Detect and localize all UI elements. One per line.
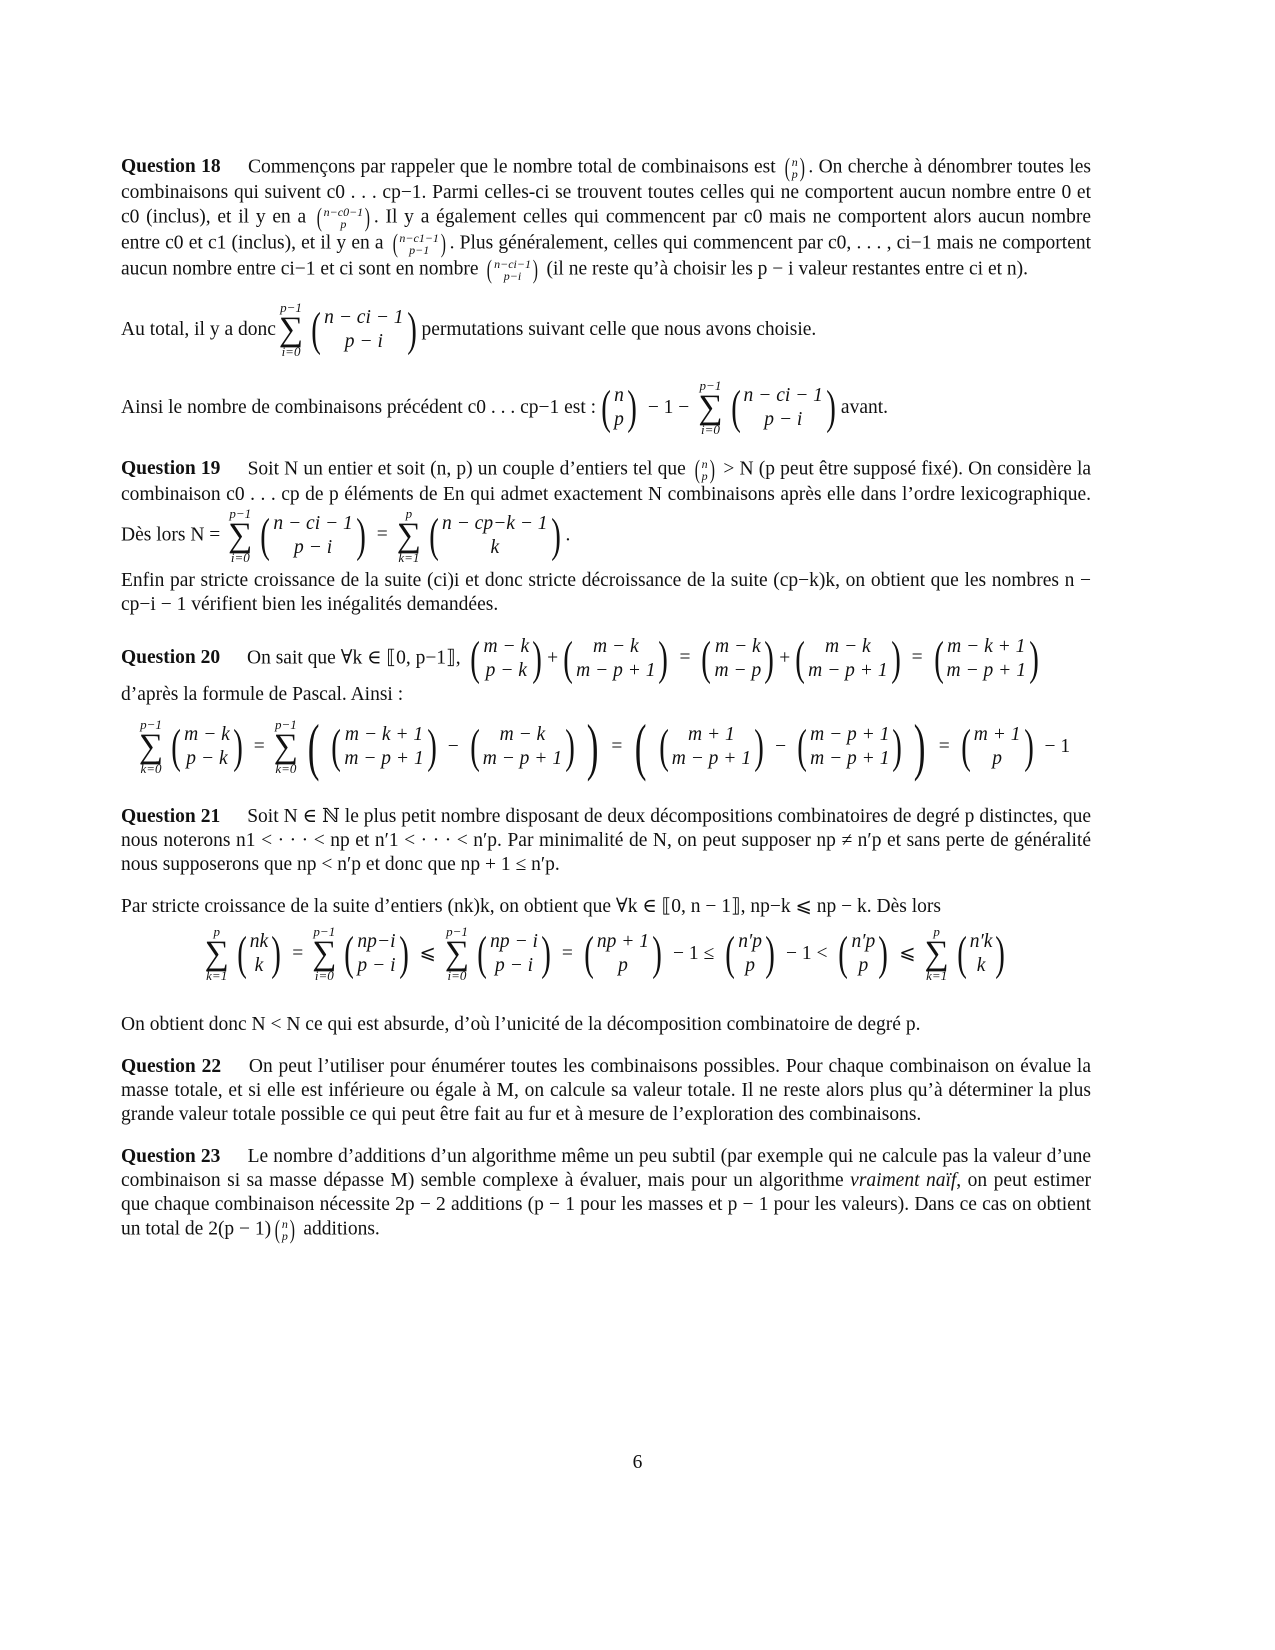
binom-q21-7: ( n′k k ) bbox=[956, 927, 1006, 980]
binom-m-k-p-k: ( m − k p − k ) bbox=[470, 632, 542, 685]
sum-q21-1: p ∑ k=1 bbox=[204, 924, 229, 983]
binom-q20-6: ( m + 1 p ) bbox=[960, 720, 1034, 773]
q18-total-suffix: permutations suivant celle que nous avons choisie. bbox=[421, 319, 817, 340]
q18-ainsi-prefix: Ainsi le nombre de combinaisons précédent c0 . . . cp−1 est : bbox=[121, 397, 597, 418]
page-body bbox=[121, 155, 1091, 1261]
binom-n-ci: ( n−ci−1 p−i ) bbox=[487, 255, 538, 284]
q18-text5: (il ne reste qu’à choisir les p − i valeur restantes entre ci et n). bbox=[546, 258, 1029, 280]
binom-m-k-m-p1: ( m − k m − p + 1 ) bbox=[563, 632, 669, 685]
binom-m-k-m-p1-b: ( m − k m − p + 1 ) bbox=[795, 632, 901, 685]
sum-i0-p1: p−1 ∑ i=0 bbox=[278, 300, 304, 359]
binom-q21-2: ( np−i p − i ) bbox=[344, 927, 409, 980]
sum-q21-2: p−1 ∑ i=0 bbox=[312, 924, 337, 983]
q20-display: p−1 ∑ k=0 ( m − k p − k ) = p−1 ∑ k=0 ( ( m − k + 1 m − p + 1 ) − ( m − k m − p + 1 ) ) = ( ( m + 1 m − p + 1 ) − ( m − p + 1 m − p + 1 ) ) = ( m + 1 p ) − 1 bbox=[138, 711, 1071, 782]
q19-conclusion: Enfin par stricte croissance de la suite (ci)i et donc stricte décroissance de la suite (cp−k)k, on obtient que les nombres n − cp−i − 1 vérifient bien les inégalités demandées. bbox=[121, 570, 1091, 615]
q18-total-line bbox=[121, 301, 1091, 359]
binom-n-c1: ( n−c1−1 p−1 ) bbox=[392, 229, 446, 258]
binom-q20-1: ( m − k p − k ) bbox=[171, 720, 243, 773]
q18-total-prefix: Au total, il y a donc bbox=[121, 319, 276, 340]
q22-label: Question 22 bbox=[121, 1056, 222, 1077]
binom-n-p-q19: ( n p ) bbox=[694, 455, 715, 484]
q21-conclusion: On obtient donc N < N ce qui est absurde, d’où l’unicité de la décomposition combinatoire de degré p. bbox=[121, 1014, 921, 1035]
binom-q20-5: ( m − p + 1 m − p + 1 ) bbox=[797, 720, 903, 773]
q20-text2: d’après la formule de Pascal. Ainsi : bbox=[121, 684, 404, 705]
binom-n-ci-1: ( n − ci − 1 p − i ) bbox=[311, 303, 417, 356]
q20-label: Question 20 bbox=[121, 647, 221, 669]
paren-open-2: ( bbox=[635, 711, 647, 782]
binom-q20-4: ( m + 1 m − p + 1 ) bbox=[658, 720, 764, 773]
binom-n-c0: ( n−c0−1 p ) bbox=[316, 203, 371, 232]
q21-display: p ∑ k=1 ( nk k ) = p−1 ∑ i=0 ( np−i p − i ) ⩽ p−1 ∑ i=0 ( np − i p − i ) = ( np + 1 p ) − 1 ≤ ( n′p p ) − 1 < ( n′p p ) ⩽ p ∑ k=1 ( n′k k ) bbox=[121, 925, 1091, 983]
paren-close-2: ) bbox=[914, 711, 926, 782]
binom-q21-4: ( np + 1 p ) bbox=[584, 927, 662, 980]
binom-n-p: ( n p ) bbox=[784, 153, 805, 182]
q23-text1: Le nombre d’additions d’un algorithme même un peu subtil (par exemple qui ne calcule pas la valeur d’une combinaison si sa masse dépasse M) semble complexe à évaluer, mais pour un algorithme bbox=[121, 1146, 1092, 1191]
sum-q19-a: p−1 ∑ i=0 bbox=[228, 506, 253, 565]
paren-open-1: ( bbox=[307, 711, 320, 782]
q19-text2: > N (p peut être supposé fixé). On considère la combinaison c0 . . . cp de p éléments de En qui admet exactement N combinaisons après elle dans l’ordre lexicographique. Dès lors N = bbox=[121, 458, 1092, 546]
binom-q21-1: ( nk k ) bbox=[237, 927, 281, 980]
binom-m-k1-m-p1: ( m − k + 1 m − p + 1 ) bbox=[933, 632, 1039, 685]
sum-k0-p1: p−1 ∑ k=0 bbox=[138, 717, 164, 776]
sum-k0-p1-b: p−1 ∑ k=0 bbox=[273, 717, 299, 776]
sum-q19-b: p ∑ k=1 bbox=[396, 506, 422, 565]
q18-text1: Commençons par rappeler que le nombre total de combinaisons est bbox=[247, 156, 776, 178]
q18-ainsi-line: Ainsi le nombre de combinaisons précédent c0 . . . cp−1 est : ( n p ) − 1 − p−1 ∑ i=0 ( n − ci − 1 p − i ) avant. bbox=[121, 378, 889, 437]
binom-n-p-q23: ( n p ) bbox=[274, 1215, 295, 1244]
q18-text2: . On cherche à dénombrer toutes les combinaisons qui suivent c0 . . . cp−1. Parmi celles-ci se trouvent toutes celles qui ne comportent aucun nombre entre 0 et c0 (inclus), et il y en a bbox=[121, 156, 1092, 228]
binom-q21-6: ( n′p p ) bbox=[838, 927, 888, 980]
q21-paragraph bbox=[121, 805, 1091, 877]
binom-q19-b: ( n − cp−k − 1 k ) bbox=[429, 509, 561, 562]
q18-label: Question 18 bbox=[121, 156, 221, 178]
q20-paragraph: Question 20 On sait que ∀k ∈ ⟦0, p−1⟧, ( m − k p − k ) + ( m − k m − p + 1 ) = ( m − k m − p ) + ( m − k m − p + 1 ) = ( m − k + 1 m − p + 1 ) d’après la formule de Pascal. Ainsi : bbox=[121, 635, 1091, 707]
q18-text4: . Plus généralement, celles qui commencent par c0, . . . , ci−1 mais ne comportent aucun nombre entre ci−1 et ci sont en nombre bbox=[121, 232, 1092, 280]
q21-text2: Par stricte croissance de la suite d’entiers (nk)k, on obtient que ∀k ∈ ⟦0, n − 1⟧, np−k ⩽ np − k. Dès lors bbox=[121, 896, 941, 917]
q20-text1: On sait que ∀k ∈ ⟦0, p−1⟧, bbox=[247, 647, 461, 669]
binom-m-k-m-p: ( m − k m − p ) bbox=[701, 632, 774, 685]
binom-n-p-display: ( n p ) bbox=[601, 381, 637, 434]
q18-text3: . Il y a également celles qui commencent par c0 mais ne comportent alors aucun nombre entre c0 et c1 (inclus), et il y en a bbox=[121, 206, 1092, 254]
q22-text1: On peut l’utiliser pour énumérer toutes les combinaisons possibles. Pour chaque combinaison on évalue la masse totale, et si elle est inférieure ou égale à M, on calcule sa valeur totale. Il ne reste alors plus qu’à déterminer la plus grande valeur totale possible ce qui peut être fait au fur et à mesure de l’exploration des combinaisons. bbox=[121, 1056, 1092, 1125]
binom-q20-3: ( m − k m − p + 1 ) bbox=[469, 720, 575, 773]
q18-ainsi-suffix: avant. bbox=[840, 397, 889, 418]
q21-text1: Soit N ∈ ℕ le plus petit nombre disposant de deux décompositions combinatoires de degré p distinctes, que nous noterons n1 < · · · < np et n′1 < · · · < n′p. Par minimalité de N, on peut supposer np ≠ n′p et sans perte de généralité nous supposerons que np < n′p et donc que np + 1 ≤ n′p. bbox=[121, 806, 1092, 875]
sum-q21-4: p ∑ k=1 bbox=[924, 924, 949, 983]
binom-q21-3: ( np − i p − i ) bbox=[477, 927, 551, 980]
sum-i0-p1-b: p−1 ∑ i=0 bbox=[698, 378, 723, 437]
q23-emph: vraiment naïf bbox=[850, 1170, 957, 1191]
q21-label: Question 21 bbox=[121, 806, 221, 827]
binom-q21-5: ( n′p p ) bbox=[725, 927, 775, 980]
q23-label: Question 23 bbox=[121, 1146, 221, 1167]
q23-text2: , on peut estimer que chaque combinaison nécessite 2p − 2 additions (p − 1 pour les masses et p − 1 pour les valeurs). Dans ce cas on obtient un total de 2(p − 1) bbox=[121, 1170, 1092, 1240]
q22-paragraph bbox=[121, 1055, 1091, 1127]
q19-label: Question 19 bbox=[121, 458, 221, 480]
binom-q19-a: ( n − ci − 1 p − i ) bbox=[260, 509, 366, 562]
q18-paragraph bbox=[121, 155, 1091, 283]
q19-text1: Soit N un entier et soit (n, p) un couple d’entiers tel que bbox=[247, 458, 686, 480]
page-number: 6 bbox=[632, 1452, 643, 1473]
binom-q20-2: ( m − k + 1 m − p + 1 ) bbox=[331, 720, 437, 773]
paren-close-1: ) bbox=[586, 711, 599, 782]
q23-text3: additions. bbox=[303, 1218, 380, 1240]
q23-paragraph bbox=[121, 1145, 1091, 1243]
binom-n-ci-1-b: ( n − ci − 1 p − i ) bbox=[730, 381, 836, 434]
sum-q21-3: p−1 ∑ i=0 bbox=[444, 924, 470, 983]
q19-paragraph: Question 19 Soit N un entier et soit (n, p) un couple d’entiers tel que ( n p ) > N (p peut être supposé fixé). On considère la combinaison c0 . . . cp de p éléments de En qui admet exactement N combinaisons après elle dans l’ordre lexicographique. Dès lors N = p−1 ∑ i=0 ( n − ci − 1 p − i ) = p ∑ k=1 ( n − cp−k − 1 k ) . bbox=[121, 455, 1092, 565]
